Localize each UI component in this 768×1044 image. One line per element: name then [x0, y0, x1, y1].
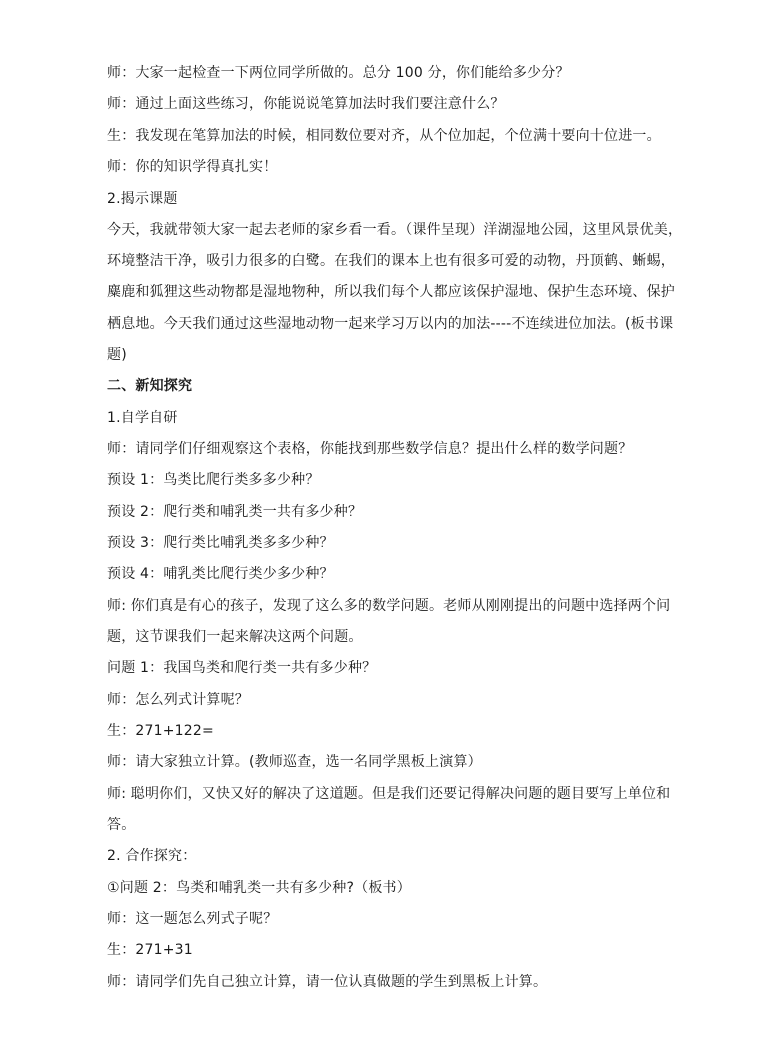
paragraph-line: 师：请同学们先自己独立计算，请一位认真做题的学生到黑板上计算。 [107, 974, 548, 990]
paragraph-line: 答。 [107, 817, 136, 833]
paragraph-line: 生：271+31 [107, 942, 193, 958]
section-heading: 2.揭示课题 [107, 191, 178, 207]
paragraph-line: 师: 聪明你们，又快又好的解决了这道题。但是我们还要记得解决问题的题目要写上单位和 [107, 786, 671, 802]
paragraph-line: 师: 你们真是有心的孩子，发现了这么多的数学问题。老师从刚刚提出的问题中选择两个问 [107, 598, 671, 614]
paragraph-line: 预设 4：哺乳类比爬行类少多少种？ [107, 566, 334, 582]
section-heading: 1.自学自研 [107, 410, 178, 426]
paragraph-line: 师：大家一起检查一下两位同学所做的。总分 100 分，你们能给多少分？ [107, 65, 570, 81]
paragraph-line: 题，这节课我们一起来解决这两个问题。 [107, 629, 363, 645]
paragraph-line: 师：请大家独立计算。(教师巡查，选一名同学黑板上演算） [107, 754, 482, 770]
paragraph-line: 生：271+122= [107, 723, 214, 739]
paragraph-line: 师：怎么列式计算呢？ [107, 692, 249, 708]
section-heading: 2. 合作探究： [107, 848, 197, 864]
paragraph-line: 预设 3：爬行类比哺乳类多多少种？ [107, 535, 334, 551]
paragraph-line: 师：这一题怎么列式子呢？ [107, 911, 278, 927]
paragraph-line: 师：你的知识学得真扎实！ [107, 159, 278, 175]
paragraph-line: 预设 1：鸟类比爬行类多多少种？ [107, 472, 320, 488]
paragraph-line: 预设 2：爬行类和哺乳类一共有多少种？ [107, 504, 363, 520]
paragraph-line: ①问题 2：鸟类和哺乳类一共有多少种?（板书） [107, 880, 411, 896]
chapter-heading: 二、新知探究 [107, 378, 193, 394]
paragraph-line: 今天，我就带领大家一起去老师的家乡看一看。（课件呈现）洋湖湿地公园，这里风景优美， [107, 222, 683, 238]
paragraph-line: 环境整洁干净，吸引力很多的白鹭。在我们的课本上也有很多可爱的动物，丹顶鹤、蜥蜴， [107, 253, 675, 269]
paragraph-line: 生：我发现在笔算加法的时候，相同数位要对齐，从个位加起，个位满十要向十位进一。 [107, 128, 661, 144]
paragraph-line: 麋鹿和狐狸这些动物都是湿地物种，所以我们每个人都应该保护湿地、保护生态环境、保护 [107, 284, 675, 300]
paragraph-line: 题) [107, 347, 127, 363]
paragraph-line: 师：请同学们仔细观察这个表格，你能找到那些数学信息？提出什么样的数学问题？ [107, 441, 633, 457]
paragraph-line: 问题 1：我国鸟类和爬行类一共有多少种？ [107, 660, 377, 676]
paragraph-line: 栖息地。今天我们通过这些湿地动物一起来学习万以内的加法----不连续进位加法。(板书课 [107, 316, 674, 332]
paragraph-line: 师：通过上面这些练习，你能说说笔算加法时我们要注意什么？ [107, 96, 505, 112]
